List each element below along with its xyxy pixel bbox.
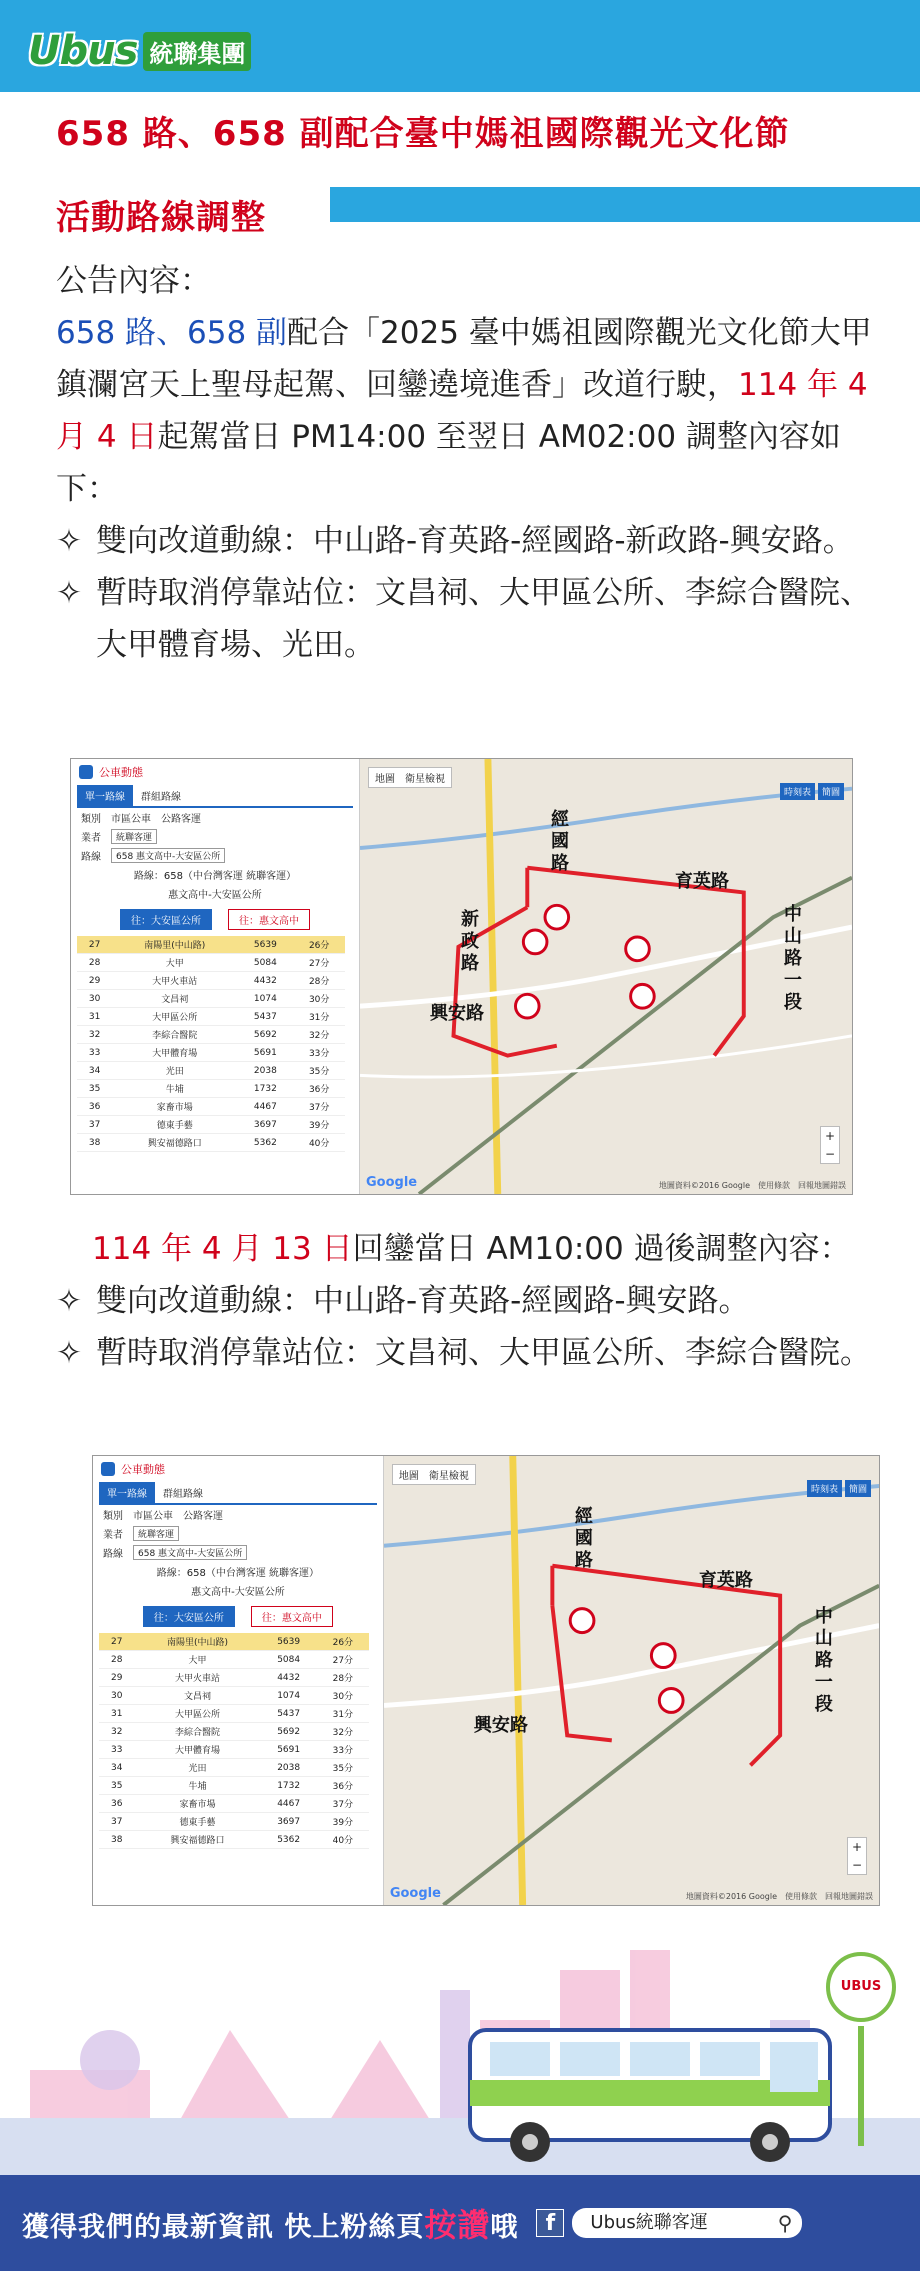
stop-cell: 31 [77,1008,112,1026]
cancel-stops-text-2: 暫時取消停靠站位：文昌祠、大甲區公所、李綜合醫院。 [96,1335,871,1371]
footer-text-end: 哦 [490,2212,519,2243]
stop-cell: 36分 [293,1080,345,1098]
stop-cell: 27 [99,1633,135,1651]
stop-row[interactable] [99,1813,369,1831]
map-type-map[interactable]: 地圖 [374,774,395,785]
route-info: 路線：658（中台灣客運 統聯客運） [133,871,297,882]
street-label-xingan: 興安路 [473,1715,528,1736]
panel-header [71,759,359,785]
stop-row[interactable] [77,1008,345,1026]
stop-cell: 32分 [317,1723,369,1741]
stop-cell: 40分 [293,1134,345,1152]
stop-row[interactable] [77,972,345,990]
map-view[interactable] [384,1456,879,1905]
stop-row[interactable] [77,1134,345,1152]
stop-cell: 26分 [317,1633,369,1651]
stop-row[interactable] [99,1669,369,1687]
stop-cell: 30分 [317,1687,369,1705]
google-logo: Google [389,1886,441,1901]
return-text: 回鑾當日 AM10:00 過後調整內容： [352,1231,851,1267]
timetable-button[interactable]: 時刻表 [807,1480,842,1497]
stop-cell: 5362 [237,1134,293,1152]
stop-cell: 31分 [293,1008,345,1026]
bus-panel [71,759,360,1194]
stop-cell: 光田 [135,1759,261,1777]
zoom-control [847,1837,867,1875]
stop-cell: 27分 [293,954,345,972]
stop-cell: 1732 [260,1777,316,1795]
stop-row[interactable] [99,1687,369,1705]
stop-row[interactable] [77,1026,345,1044]
google-logo: Google [365,1175,418,1190]
bus-icon [101,1462,115,1476]
page-title: 658 路、658 副配合臺中媽祖國際觀光文化節 [56,114,790,154]
stop-row[interactable] [99,1705,369,1723]
stop-cell: 35 [77,1080,112,1098]
zoom-control [820,1126,840,1164]
footer-like-text: 按讚 [424,2206,491,2244]
route-select[interactable]: 658 惠文高中-大安區公所 [133,1545,247,1560]
stop-cell: 36 [99,1795,135,1813]
detour-item [56,515,876,567]
type-option-highway[interactable]: 公路客運 [183,1511,223,1522]
city-bus-illustration [0,1930,920,2180]
route-map-1 [70,758,853,1195]
stop-cell: 35分 [317,1759,369,1777]
sparkle-icon: ✧ [56,1283,82,1319]
stop-cell: 大甲火車站 [135,1669,261,1687]
bus-panel [93,1456,384,1905]
stop-cell: 3697 [237,1116,293,1134]
stop-cell: 光田 [112,1062,237,1080]
sparkle-icon: ✧ [56,1335,82,1371]
street-label-jingguo: 經國路 [571,1506,593,1572]
stop-cell: 5084 [237,954,293,972]
stop-cell: 28分 [293,972,345,990]
notice-text: 配合「2025 臺中媽祖國際觀光文化節大甲鎮瀾宮天上聖母起駕、回鑾遶境進香」改道行駛， [56,315,872,403]
street-label-yuying: 育英路 [698,1570,753,1591]
map-type-satellite[interactable]: 衛星檢視 [428,1471,469,1482]
stop-cell: 文昌祠 [112,990,237,1008]
zoom-in-button[interactable]: + [851,1840,863,1854]
stop-cell: 31分 [317,1705,369,1723]
notice-heading: 公告內容： [56,263,211,299]
direction-button-huiwen[interactable]: 往：惠文高中 [228,909,310,930]
type-option-city[interactable]: 市區公車 [111,814,151,825]
stop-cell: 5437 [237,1008,293,1026]
stop-cell: 大甲 [135,1651,261,1669]
stop-cell: 37 [77,1116,112,1134]
stop-row[interactable] [77,1116,345,1134]
panel-header [93,1456,383,1482]
stop-row[interactable] [77,1062,345,1080]
direction-toggle [93,1606,383,1627]
detour-text: 雙向改道動線：中山路-育英路-經國路-新政路-興安路。 [96,523,854,559]
stop-row[interactable] [77,1044,345,1062]
map-view[interactable] [360,759,852,1194]
stop-cell: 4467 [237,1098,293,1116]
stop-cell: 30分 [293,990,345,1008]
stop-cell: 36分 [317,1777,369,1795]
notice-content-2 [56,1223,876,1379]
stop-cell: 40分 [317,1831,369,1849]
street-label-yuying: 育英路 [674,871,729,892]
stop-cell: 4432 [237,972,293,990]
stop-cell: 德東手藝 [112,1116,237,1134]
stop-cell: 34 [99,1759,135,1777]
stop-cell: 5692 [260,1723,316,1741]
stop-cell: 5362 [260,1831,316,1849]
map-type-map[interactable]: 地圖 [398,1471,419,1482]
direction-toggle [71,909,359,930]
stop-cell: 5691 [237,1044,293,1062]
stop-cell: 李綜合醫院 [135,1723,261,1741]
stop-cell: 2038 [260,1759,316,1777]
street-label-jingguo: 經國路 [547,809,569,875]
route-desc: 惠文高中-大安區公所 [191,1587,285,1598]
stop-cell: 31 [99,1705,135,1723]
stop-cell: 30 [77,990,112,1008]
stop-cell: 牛埔 [135,1777,261,1795]
stop-cell: 4432 [260,1669,316,1687]
tab-group-route[interactable]: 群組路線 [141,792,181,803]
stop-cell: 38 [77,1134,112,1152]
bus-stop-sign: UBUS [826,1952,896,2022]
cancel-stops-item [56,567,876,671]
stop-cell: 38 [99,1831,135,1849]
facebook-icon[interactable]: f [536,2209,564,2237]
stop-cell: 2038 [237,1062,293,1080]
route-desc: 惠文高中-大安區公所 [168,890,262,901]
stop-cell: 39分 [317,1813,369,1831]
stop-cell: 1732 [237,1080,293,1098]
stop-cell: 1074 [237,990,293,1008]
stop-cell: 大甲區公所 [135,1705,261,1723]
stop-row[interactable] [77,1098,345,1116]
type-label: 類別 [103,1511,123,1522]
stop-cell: 5691 [260,1741,316,1759]
zoom-out-button[interactable]: − [824,1147,836,1161]
map-credits[interactable]: 地圖資料©2016 Google 使用條款 回報地圖錯誤 [658,1181,846,1190]
stop-cell: 32分 [293,1026,345,1044]
stop-cell: 5437 [260,1705,316,1723]
fanpage-search-box[interactable] [572,2208,802,2238]
zoom-in-button[interactable]: + [824,1129,836,1143]
stop-cell: 27分 [317,1651,369,1669]
stop-cell: 4467 [260,1795,316,1813]
page-title-line2: 活動路線調整 [56,198,266,238]
street-label-zhongshan: 中山路一段 [811,1606,833,1716]
return-date: 114 年 4 月 13 日 [92,1231,353,1267]
footer-text [22,2200,518,2246]
stop-row[interactable] [99,1795,369,1813]
stop-cell: 家畜市場 [112,1098,237,1116]
type-option-city[interactable]: 市區公車 [133,1511,173,1522]
stop-cell: 36 [77,1098,112,1116]
stop-cell: 興安福德路口 [135,1831,261,1849]
notice-content [56,255,876,671]
stop-row[interactable] [77,936,345,954]
stop-cell: 32 [99,1723,135,1741]
direction-button-huiwen[interactable]: 往：惠文高中 [251,1606,333,1627]
stop-row[interactable] [99,1831,369,1849]
notice-date: 114 年 4 月 4 日 [56,367,868,455]
company-label: 業者 [103,1530,123,1541]
stop-cell: 大甲體育場 [112,1044,237,1062]
route-select[interactable]: 658 惠文高中-大安區公所 [111,848,225,863]
panel-title: 公車動態 [99,766,143,779]
stop-cell: 大甲體育場 [135,1741,261,1759]
logo-text: 統聯集團 [143,32,251,71]
stop-cell: 26分 [293,936,345,954]
stop-cell: 29 [77,972,112,990]
stop-row[interactable] [99,1777,369,1795]
panel-tabs [77,785,353,808]
stop-table [77,936,345,1152]
stop-row[interactable] [77,954,345,972]
type-row [93,1505,383,1524]
stop-cell: 5639 [237,936,293,954]
stop-row[interactable] [99,1759,369,1777]
route-map-2 [92,1455,880,1906]
tab-group-route[interactable]: 群組路線 [163,1489,203,1500]
stop-cell: 大甲火車站 [112,972,237,990]
detour-text-2: 雙向改道動線：中山路-育英路-經國路-興安路。 [96,1283,750,1319]
stop-row[interactable] [99,1651,369,1669]
fanpage-search-label: Ubus統聯客運 [590,2212,708,2233]
footer-bar [0,2175,920,2271]
stop-cell: 5084 [260,1651,316,1669]
route-row [93,1543,383,1562]
cancel-stops-item-2 [56,1327,876,1379]
route-label: 路線 [103,1549,123,1560]
panel-tabs [99,1482,377,1505]
panel-title: 公車動態 [121,1463,165,1476]
stop-cell: 28 [77,954,112,972]
direction-button-daan[interactable]: 往：大安區公所 [143,1606,235,1627]
stop-cell: 33分 [293,1044,345,1062]
stop-cell: 37 [99,1813,135,1831]
street-label-xingan: 興安路 [429,1003,484,1024]
stop-table [99,1633,369,1849]
map-buttons [780,783,844,800]
map-type-toggle[interactable] [368,767,452,788]
footer-text-main: 獲得我們的最新資訊 快上粉絲頁 [22,2212,425,2243]
company-row [93,1524,383,1543]
street-label-zhongshan: 中山路一段 [780,904,802,1014]
timetable-button[interactable]: 時刻表 [780,783,815,800]
stop-cell: 興安福德路口 [112,1134,237,1152]
stop-cell: 30 [99,1687,135,1705]
stop-cell: 32 [77,1026,112,1044]
stop-row[interactable] [99,1633,369,1651]
notice-paragraph [56,307,876,515]
detour-item-2 [56,1275,876,1327]
route-row [71,846,359,865]
stop-cell: 33分 [317,1741,369,1759]
type-option-highway[interactable]: 公路客運 [161,814,201,825]
return-paragraph [56,1223,876,1275]
stop-row[interactable] [77,990,345,1008]
route-label: 路線 [81,852,101,863]
stop-cell: 35分 [293,1062,345,1080]
stop-cell: 35 [99,1777,135,1795]
stop-cell: 大甲 [112,954,237,972]
stop-cell: 33 [99,1741,135,1759]
stop-cell: 28 [99,1651,135,1669]
brand-logo[interactable] [28,28,251,74]
stop-cell: 37分 [293,1098,345,1116]
zoom-out-button[interactable]: − [851,1858,863,1872]
stop-cell: 29 [99,1669,135,1687]
map-type-satellite[interactable]: 衛星檢視 [404,774,445,785]
stop-cell: 德東手藝 [135,1813,261,1831]
company-row [71,827,359,846]
stop-cell: 37分 [317,1795,369,1813]
stop-cell: 李綜合醫院 [112,1026,237,1044]
stop-cell: 34 [77,1062,112,1080]
sparkle-icon: ✧ [56,575,82,611]
bus-icon [79,765,93,779]
stop-cell: 3697 [260,1813,316,1831]
type-row [71,808,359,827]
stop-cell: 文昌祠 [135,1687,261,1705]
route-info: 路線：658（中台灣客運 統聯客運） [156,1568,320,1579]
stop-cell: 28分 [317,1669,369,1687]
sparkle-icon: ✧ [56,523,82,559]
notice-time: 起駕當日 PM14:00 至翌日 AM02:00 調整內容如下： [56,419,841,507]
map-credits[interactable]: 地圖資料©2016 Google 使用條款 回報地圖錯誤 [685,1892,873,1901]
tab-single-route[interactable]: 單一路線 [99,1482,155,1503]
company-select[interactable]: 統聯客運 [111,829,157,844]
stop-row[interactable] [99,1741,369,1759]
stop-cell: 大甲區公所 [112,1008,237,1026]
stop-cell: 1074 [260,1687,316,1705]
search-icon: ⚲ [777,2211,793,2235]
stop-cell: 南陽里(中山路) [112,936,237,954]
stop-row[interactable] [77,1080,345,1098]
stop-cell: 27 [77,936,112,954]
stop-cell: 5639 [260,1633,316,1651]
stop-cell: 33 [77,1044,112,1062]
simple-map-button[interactable]: 簡圖 [818,783,844,800]
route-name: 658 路、658 副 [56,315,288,351]
stop-row[interactable] [99,1723,369,1741]
simple-map-button[interactable]: 簡圖 [845,1480,871,1497]
stop-cell: 南陽里(中山路) [135,1633,261,1651]
company-label: 業者 [81,833,101,844]
company-select[interactable]: 統聯客運 [133,1526,179,1541]
map-canvas [384,1456,879,1905]
stop-cell: 5692 [237,1026,293,1044]
stop-cell: 家畜市場 [135,1795,261,1813]
street-label-xinzheng: 新政路 [457,909,479,975]
map-buttons [807,1480,871,1497]
direction-button-daan[interactable]: 往：大安區公所 [120,909,212,930]
type-label: 類別 [81,814,101,825]
stop-cell: 牛埔 [112,1080,237,1098]
map-type-toggle[interactable] [392,1464,476,1485]
logo-mark: Ubus [28,28,138,74]
stop-cell: 39分 [293,1116,345,1134]
tab-single-route[interactable]: 單一路線 [77,785,133,806]
cancel-stops-text: 暫時取消停靠站位：文昌祠、大甲區公所、李綜合醫院、大甲體育場、光田。 [96,575,871,663]
